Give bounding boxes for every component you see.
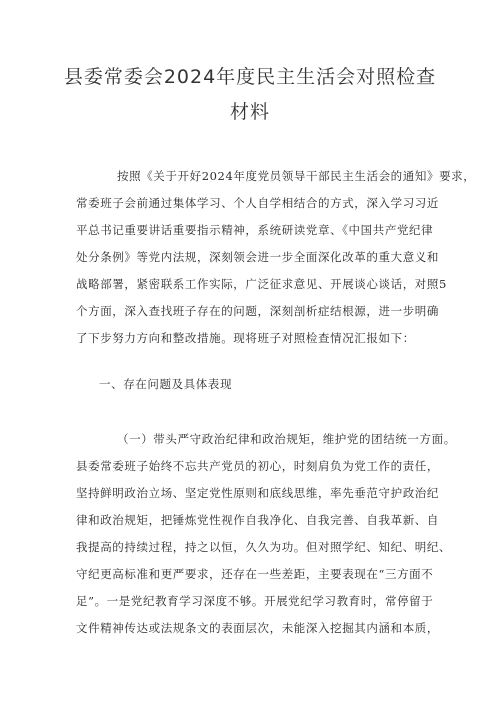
document-title-line-2: 材料 [229, 101, 270, 123]
paragraph-1-line: 按照《关于开好2024年度党员领导干部民主生活会的通知》要求， [117, 169, 476, 183]
paragraph-2-line: 我提高的持续过程，持之以恒，久久为功。但对照学纪、知纪、明纪、 [76, 540, 452, 554]
paragraph-2-line: 文件精神传达或法规条文的表面层次，未能深入挖掘其内涵和本质， [76, 621, 439, 635]
paragraph-1-line: 战略部署，紧密联系工作实际，广泛征求意见、开展谈心谈话，对照5 [76, 277, 447, 291]
paragraph-2-line: 县委常委班子始终不忘共产党员的初心，时刻肩负为党工作的责任， [76, 459, 439, 473]
paragraph-1-line: 了下步努力方向和整改措施。现将班子对照检查情况汇报如下： [76, 331, 415, 345]
paragraph-1-line: 平总书记重要讲话重要指示精神，系统研读党章、《中国共产党纪律 [76, 223, 434, 237]
document-title-line-1: 县委常委会2024年度民主生活会对照检查 [63, 66, 437, 88]
paragraph-2-line: （一）带头严守政治纪律和政治规矩，维护党的团结统一方面。 [117, 432, 456, 446]
paragraph-2-line: 坚持鲜明政治立场、坚定党性原则和底线思维，率先垂范守护政治纪 [76, 486, 439, 500]
paragraph-2-line: 守纪更高标准和更严要求，还存在一些差距，主要表现在“三方面不 [76, 567, 434, 581]
paragraph-1-line: 个方面，深入查找班子存在的问题，深刻剖析症结根源，进一步明确 [76, 304, 439, 318]
section-heading: 一、存在问题及具体表现 [99, 377, 233, 391]
paragraph-1-line: 处分条例》等党内法规，深刻领会进一步全面深化改革的重大意义和 [76, 250, 439, 264]
paragraph-2-line: 足”。一是党纪教育学习深度不够。开展党纪学习教育时，常停留于 [76, 594, 434, 608]
paragraph-2-line: 律和政治规矩，把锤炼党性视作自我净化、自我完善、自我革新、自 [76, 513, 439, 527]
paragraph-1-line: 常委班子会前通过集体学习、个人自学相结合的方式，深入学习习近 [76, 196, 439, 210]
